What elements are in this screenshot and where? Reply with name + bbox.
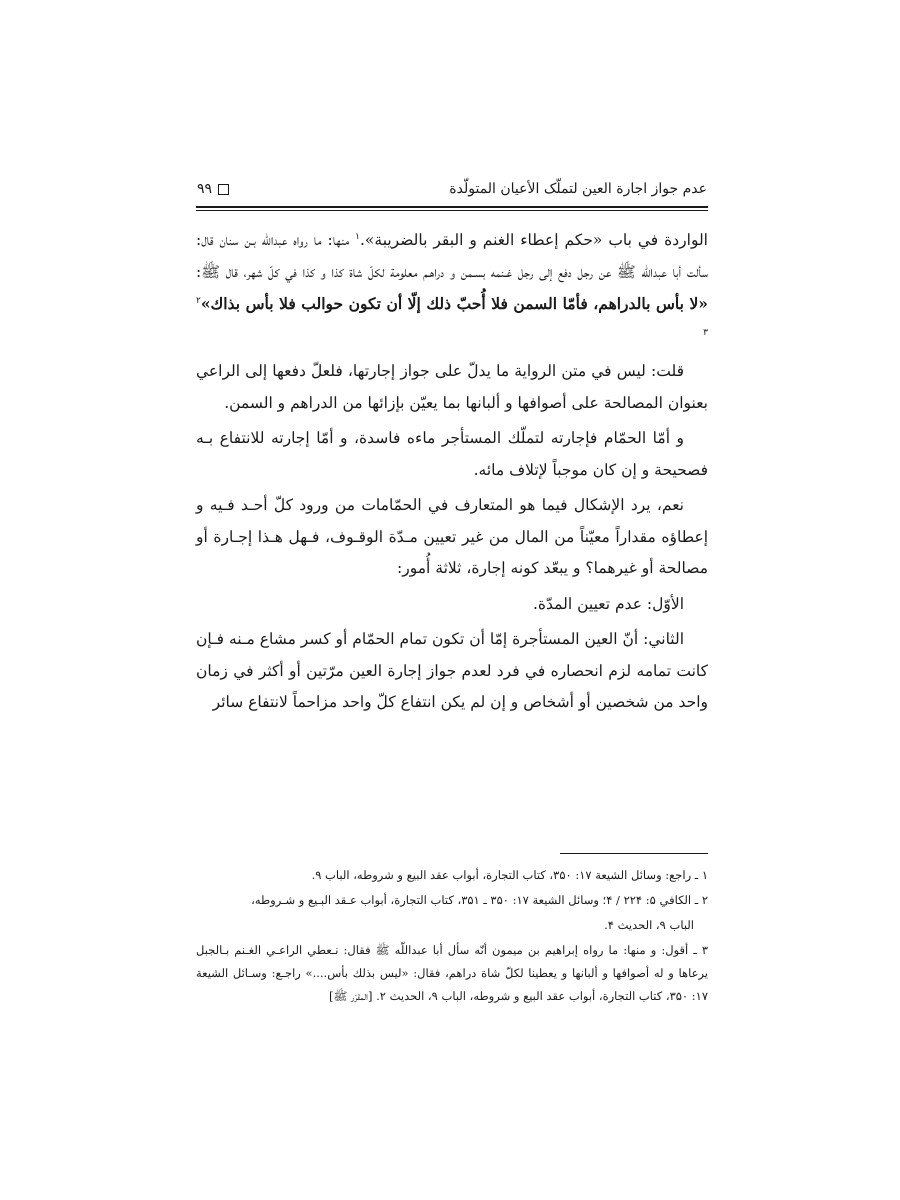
page-number-group: [197, 181, 229, 197]
paragraph-4: نعم، يرد الإشكال فيما هو المتعارف في الحمّامات من ورود كلّ أحـد فـيه و إعطاؤه مقداراً معيّناً من المال من غير تعيين مـدّة الوقـوف، فـهل هـذا إجـارة أو مصالحة أو غيرهما؟ و يبعّد كونه إجارة، ثلاثة أُمور:: [196, 496, 708, 577]
footnote-ref-1: ۱: [355, 231, 360, 242]
header-rule: [196, 206, 708, 211]
footnotes: [196, 864, 708, 1010]
running-title: عدم جواز اجارة العين لتملّک الأعيان المتولّدة: [449, 181, 707, 197]
paragraph-1: [196, 225, 708, 352]
paragraph-1-continuation: منها: ما رواه عبداللّه بـن سنان قال: سألت أبا عبداللّه ﷺ عن رجل دفع إلى رجل غـنمه بسـمن و دراهـم معلومة لكلّ شاة كذا و كذا في كلّ شهر، قال ﷺ:: [196, 231, 708, 281]
footnote-2-continuation: الباب ۹، الحديث ۴.: [604, 918, 694, 932]
running-header: [197, 175, 707, 203]
footnote-1: ۱ ـ راجع: وسائل الشيعة ۱۷: ۳۵۰، كتاب التجارة، أبواب عقد البيع و شروطه، الباب ۹.: [311, 868, 708, 882]
paragraph-5: الأوّل: عدم تعيين المدّة.: [533, 594, 684, 613]
paragraph-2: قلت: ليس في متن الرواية ما يدلّ على جواز إجارتها، فلعلّ دفعها إلى الراعي بعنوان المصالحة على أصوافها و ألبانها بما يعيّن بإزائها من الدراهم و السمن.: [196, 362, 708, 412]
paragraph-1-text: الواردة في باب «حكم إعطاء الغنم و البقر بالضريبة».: [359, 231, 708, 249]
paragraph-6: الثاني: أنّ العين المستأجرة إمّا أن تكون تمام الحمّام أو كسر مشاع مـنه فـإن كانت تمامه لزم انحصاره في فرد لعدم جواز إجارة العين مرّتين أو أكثر في زمان واحد من شخصين أو أشخاص و إن لم يكن انتفاع كلّ واحد مزاحماً لانتفاع سائر: [196, 630, 708, 711]
footnote-separator: [560, 853, 708, 854]
main-text: [196, 225, 708, 723]
footnote-2: ۲ ـ الكافي ۵: ۲۲۴ / ۴؛ وسائل الشيعة ۱۷: ۳۵۰ ـ ۳۵۱، كتاب التجارة، أبواب عـقد البـيع و شـروطه،: [251, 893, 708, 907]
paragraph-3: و أمّا الحمّام فإجارته لتملّك المستأجر ماءه فاسدة، و أمّا إجارته للانتفاع بـه فصحيحة و إن كان موجباً لإتلاف مائه.: [196, 429, 708, 479]
square-box-icon: [218, 184, 229, 195]
footnote-ref-2-3: ۲ ۳: [196, 295, 708, 338]
footnote-3: ۳ ـ أقول: و منها: ما رواه إبراهيم بن ميمون أنّه سأل أبا عبداللّه ﷺ فقال: نـعطي الراعـي الغـنم بـالجبل يرعاها و له أصوافها و ألبانها و يعطينا لكلّ شاة دراهم، فقال: «ليس بذلك بأس....» راجـع: وسـائل الشيعة ۱۷: ۳۵۰، كتاب التجارة، أبواب عقد البيع و شروطه، الباب ۹، الحديث ۲. [المقرّر ﷺ]: [196, 943, 708, 1003]
hadith-quote: «لا بأس بالدراهم، فأمّا السمن فلا أُحبّ ذلك إلّا أن تكون حوالب فلا بأس بذاك»: [200, 294, 708, 313]
page-number: ۹۹: [197, 181, 213, 197]
